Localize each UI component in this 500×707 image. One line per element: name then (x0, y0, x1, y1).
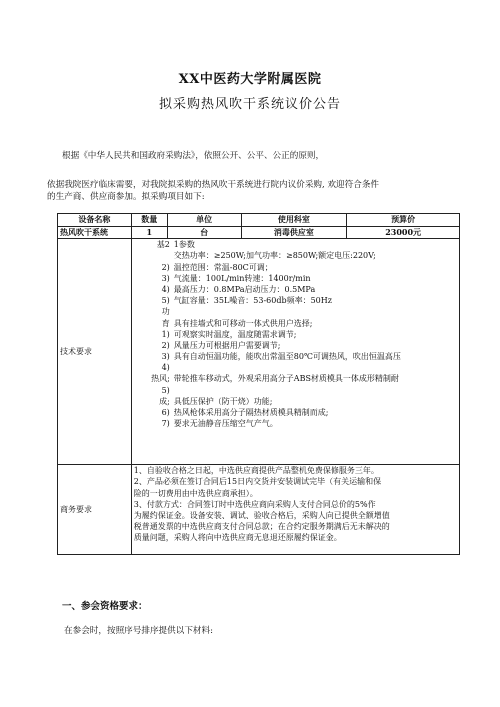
tech-item-number: 功 (161, 307, 170, 317)
header-quantity: 数量 (131, 214, 167, 227)
table-row (58, 227, 460, 239)
tech-item-number: 6) (161, 408, 170, 418)
business-requirements-label: 商务要求 (58, 465, 132, 555)
tech-item-text: 具低压保护（防干烧）功能; (173, 396, 273, 406)
business-item-text: 为履约保证金。设备安装、调试、验收合格后，采购人向已提供全额增值 (133, 511, 390, 521)
tech-item-text: 可观察实时温度，温度随需求调节; (173, 329, 297, 339)
intro-paragraph-2-line-1: 依据我院医疗临床需要，对我院拟采购的热风吹干系统进行院内议价采购, 欢迎符合条件 (47, 180, 380, 190)
tech-item-number: 4) (161, 363, 170, 373)
tech-item-number: 1) (161, 329, 170, 339)
tech-item-number: 5) (161, 296, 170, 306)
tech-text-column (174, 239, 457, 429)
tech-numbering-column (132, 239, 170, 429)
tech-item-number: 热风; (151, 374, 170, 384)
intro-paragraph-2-line-2: 的生产商、供应商参加。拟采购项目如下: (47, 192, 205, 202)
header-department: 使用科室 (241, 214, 347, 227)
business-item-text: 质量问题，采购人将向中选供应商无息退还原履约保证金。 (133, 533, 342, 543)
cell-unit: 台 (167, 227, 241, 239)
tech-item-number: 基2 (156, 240, 170, 250)
tech-item-number: 成; (159, 396, 170, 406)
procurement-table (57, 213, 460, 555)
business-requirements-row (58, 465, 460, 555)
tech-item-number: 育 (161, 318, 170, 328)
tech-item-text: 气缸容量：35L噪音：53-60db频率：50Hz (173, 296, 332, 306)
tech-item-number: 3) (161, 352, 170, 362)
intro-paragraph-2 (47, 179, 467, 203)
tech-item-number: 5) (161, 385, 170, 395)
tech-item-text: 具有挂墙式和可移动一体式供用户选择; (173, 318, 313, 328)
cell-department: 消毒供应室 (241, 227, 347, 239)
business-item-text: 2、产品必须在签订合同后15日内交货并安装调试完毕（有关运输和保 (133, 477, 382, 487)
business-requirements-content (131, 465, 459, 555)
business-item-text: 税普通发票的中选供应商支付合同总款；在合约定服务期满后无未解决的 (133, 522, 390, 532)
notice-title: 拟采购热风吹干系统议价公告 (158, 97, 341, 112)
tech-item-text (174, 306, 457, 317)
header-budget: 预算价 (347, 214, 460, 227)
tech-requirements-row (58, 239, 460, 465)
tech-item-text: 最高压力：0.8MPa启动压力：0.5MPa (173, 284, 316, 294)
tech-item-text: 具有自动恒温功能，能吹出常温至80℃可调热风，吹出恒温高压 (173, 352, 401, 362)
tech-item-text (174, 362, 457, 373)
business-item-text: 险的一切费用由中选供应商承担）。 (133, 488, 258, 498)
tech-item-text: 要求无油静音压缩空气产气。 (173, 419, 278, 429)
section-eligibility-text: 在参会时，按照序号排序提供以下材料: (64, 626, 213, 636)
tech-item-number: 4) (161, 284, 170, 294)
tech-item-number: 7) (161, 419, 170, 429)
tech-item-text (174, 385, 457, 396)
tech-item-text: 带轮推车移动式，外观采用高分子ABS材质模具一体成形精制耐 (173, 374, 399, 384)
tech-item-text: 交热功率：≥250W;加气功率：≥850W;额定电压:220V; (173, 251, 376, 261)
tech-item-number: 3) (161, 273, 170, 283)
business-item-text: 3、付款方式：合同签订时中选供应商向采购人支付合同总价的5%作 (133, 499, 376, 509)
tech-item-text: 风量压力可根据用户需要调节; (173, 340, 281, 350)
table-header-row (58, 214, 460, 227)
tech-requirements-content (131, 239, 459, 465)
tech-item-number (132, 250, 170, 261)
tech-requirements-label: 技术要求 (58, 239, 132, 465)
tech-item-text: 1参数 (173, 240, 195, 250)
intro-paragraph-1: 根据《中华人民共和国政府采购法》，依照公开、公平、公正的原则， (62, 151, 325, 161)
header-unit: 单位 (167, 214, 241, 227)
cell-device-name: 热风吹干系统 (58, 227, 132, 239)
cell-quantity: 1 (131, 227, 167, 239)
hospital-title: XX中医药大学附属医院 (178, 72, 322, 87)
cell-budget: 23000元 (347, 227, 460, 239)
section-heading-eligibility: 一、参会资格要求： (62, 601, 148, 612)
tech-item-number: 2) (161, 262, 170, 272)
tech-item-text: 温控范围：常温-80C可调； (173, 262, 273, 272)
tech-item-number: 2) (161, 340, 170, 350)
header-device-name: 设备名称 (58, 214, 132, 227)
tech-item-text: 热风枪体采用高分子隔热材质模具精制而成; (173, 408, 329, 418)
business-item-text: 1、自验收合格之日起，中选供应商提供产品整机免费保修服务三年。 (133, 466, 379, 476)
tech-item-text: 气流量：100L/min转速：1400r/min (173, 273, 311, 283)
